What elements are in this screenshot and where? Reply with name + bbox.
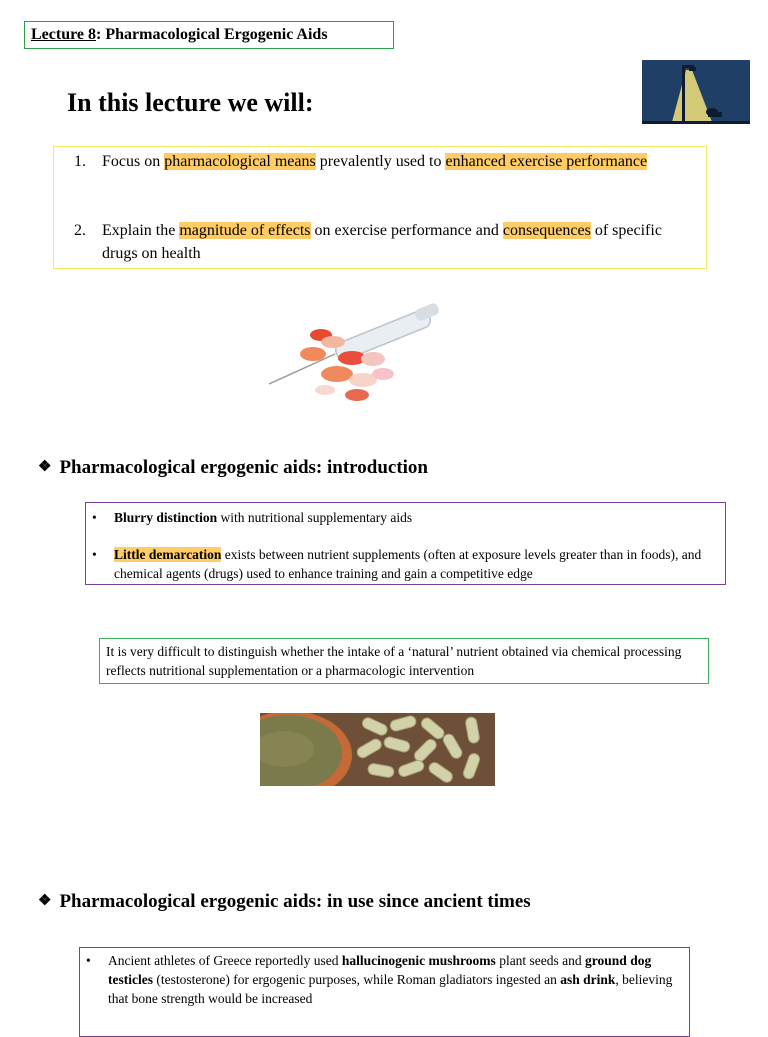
list-item-text: plant seeds and: [495, 953, 586, 968]
syringe-pills-image: [265, 292, 461, 407]
list-item: [92, 508, 712, 527]
list-item-text: Ancient athletes of Greece reportedly used: [108, 953, 342, 968]
list-item-text: , believing that bone strength would be increased: [108, 972, 673, 1006]
bullet-icon: •: [86, 953, 91, 968]
list-item-text: (testosterone) for ergogenic purposes, while Roman gladiators ingested an: [152, 972, 561, 987]
bullet-icon: •: [92, 510, 97, 525]
bold-term: hallucinogenic mushrooms: [341, 953, 496, 968]
highlighted-phrase: consequences: [502, 222, 591, 239]
objective-text: of specific drugs on health: [102, 222, 662, 262]
diamond-bullet-icon: ❖: [38, 459, 52, 475]
bold-term: ground dog testicles: [108, 953, 652, 987]
objective-item-2: [74, 219, 694, 265]
objective-text: Focus on: [102, 153, 165, 170]
objective-item-1: [74, 150, 694, 173]
section-title-introduction: [38, 457, 428, 479]
objective-text: Explain the: [102, 222, 180, 239]
callout-box: It is very difficult to distinguish whether the intake of a ‘natural’ nutrient obtained via chemical processing reflects nutritional supplementation or a pharmacologic intervention: [99, 638, 709, 684]
list-item-text: exists between nutrient supplements (often at exposure levels greater than in foods), and chemical agents (drugs) used to enhance training and gain a competitive edge: [114, 547, 702, 581]
intro-heading: In this lecture we will:: [67, 88, 314, 117]
diamond-bullet-icon: ❖: [38, 893, 52, 909]
list-item-text: with nutritional supplementary aids: [217, 510, 413, 525]
bold-term: Blurry distinction: [114, 510, 218, 525]
highlighted-phrase: enhanced exercise performance: [445, 153, 648, 170]
herbal-capsules-image: [260, 713, 495, 786]
objective-number: 1.: [74, 153, 86, 170]
street-lamp-illustration: [642, 60, 750, 124]
bold-term: Little demarcation: [114, 547, 222, 562]
lecture-title: : Pharmacological Ergogenic Aids: [96, 26, 328, 43]
objectives-box: [53, 146, 707, 269]
list-item: [92, 545, 720, 583]
objective-text: on exercise performance and: [310, 222, 503, 239]
lecture-number: Lecture 8: [31, 26, 97, 43]
lecture-title-box: [24, 21, 394, 49]
highlighted-phrase: pharmacological means: [164, 153, 316, 170]
section-title-text: Pharmacological ergogenic aids: in use since ancient times: [59, 891, 531, 912]
objective-text: prevalently used to: [315, 153, 446, 170]
list-item: [86, 951, 676, 1008]
bullet-icon: •: [92, 547, 97, 562]
section-title-ancient-times: [38, 891, 531, 913]
introduction-points-box: [85, 502, 726, 585]
highlighted-phrase: magnitude of effects: [179, 222, 311, 239]
bold-term: ash drink: [560, 972, 616, 987]
objective-number: 2.: [74, 222, 86, 239]
section-title-text: Pharmacological ergogenic aids: introduction: [59, 457, 428, 478]
